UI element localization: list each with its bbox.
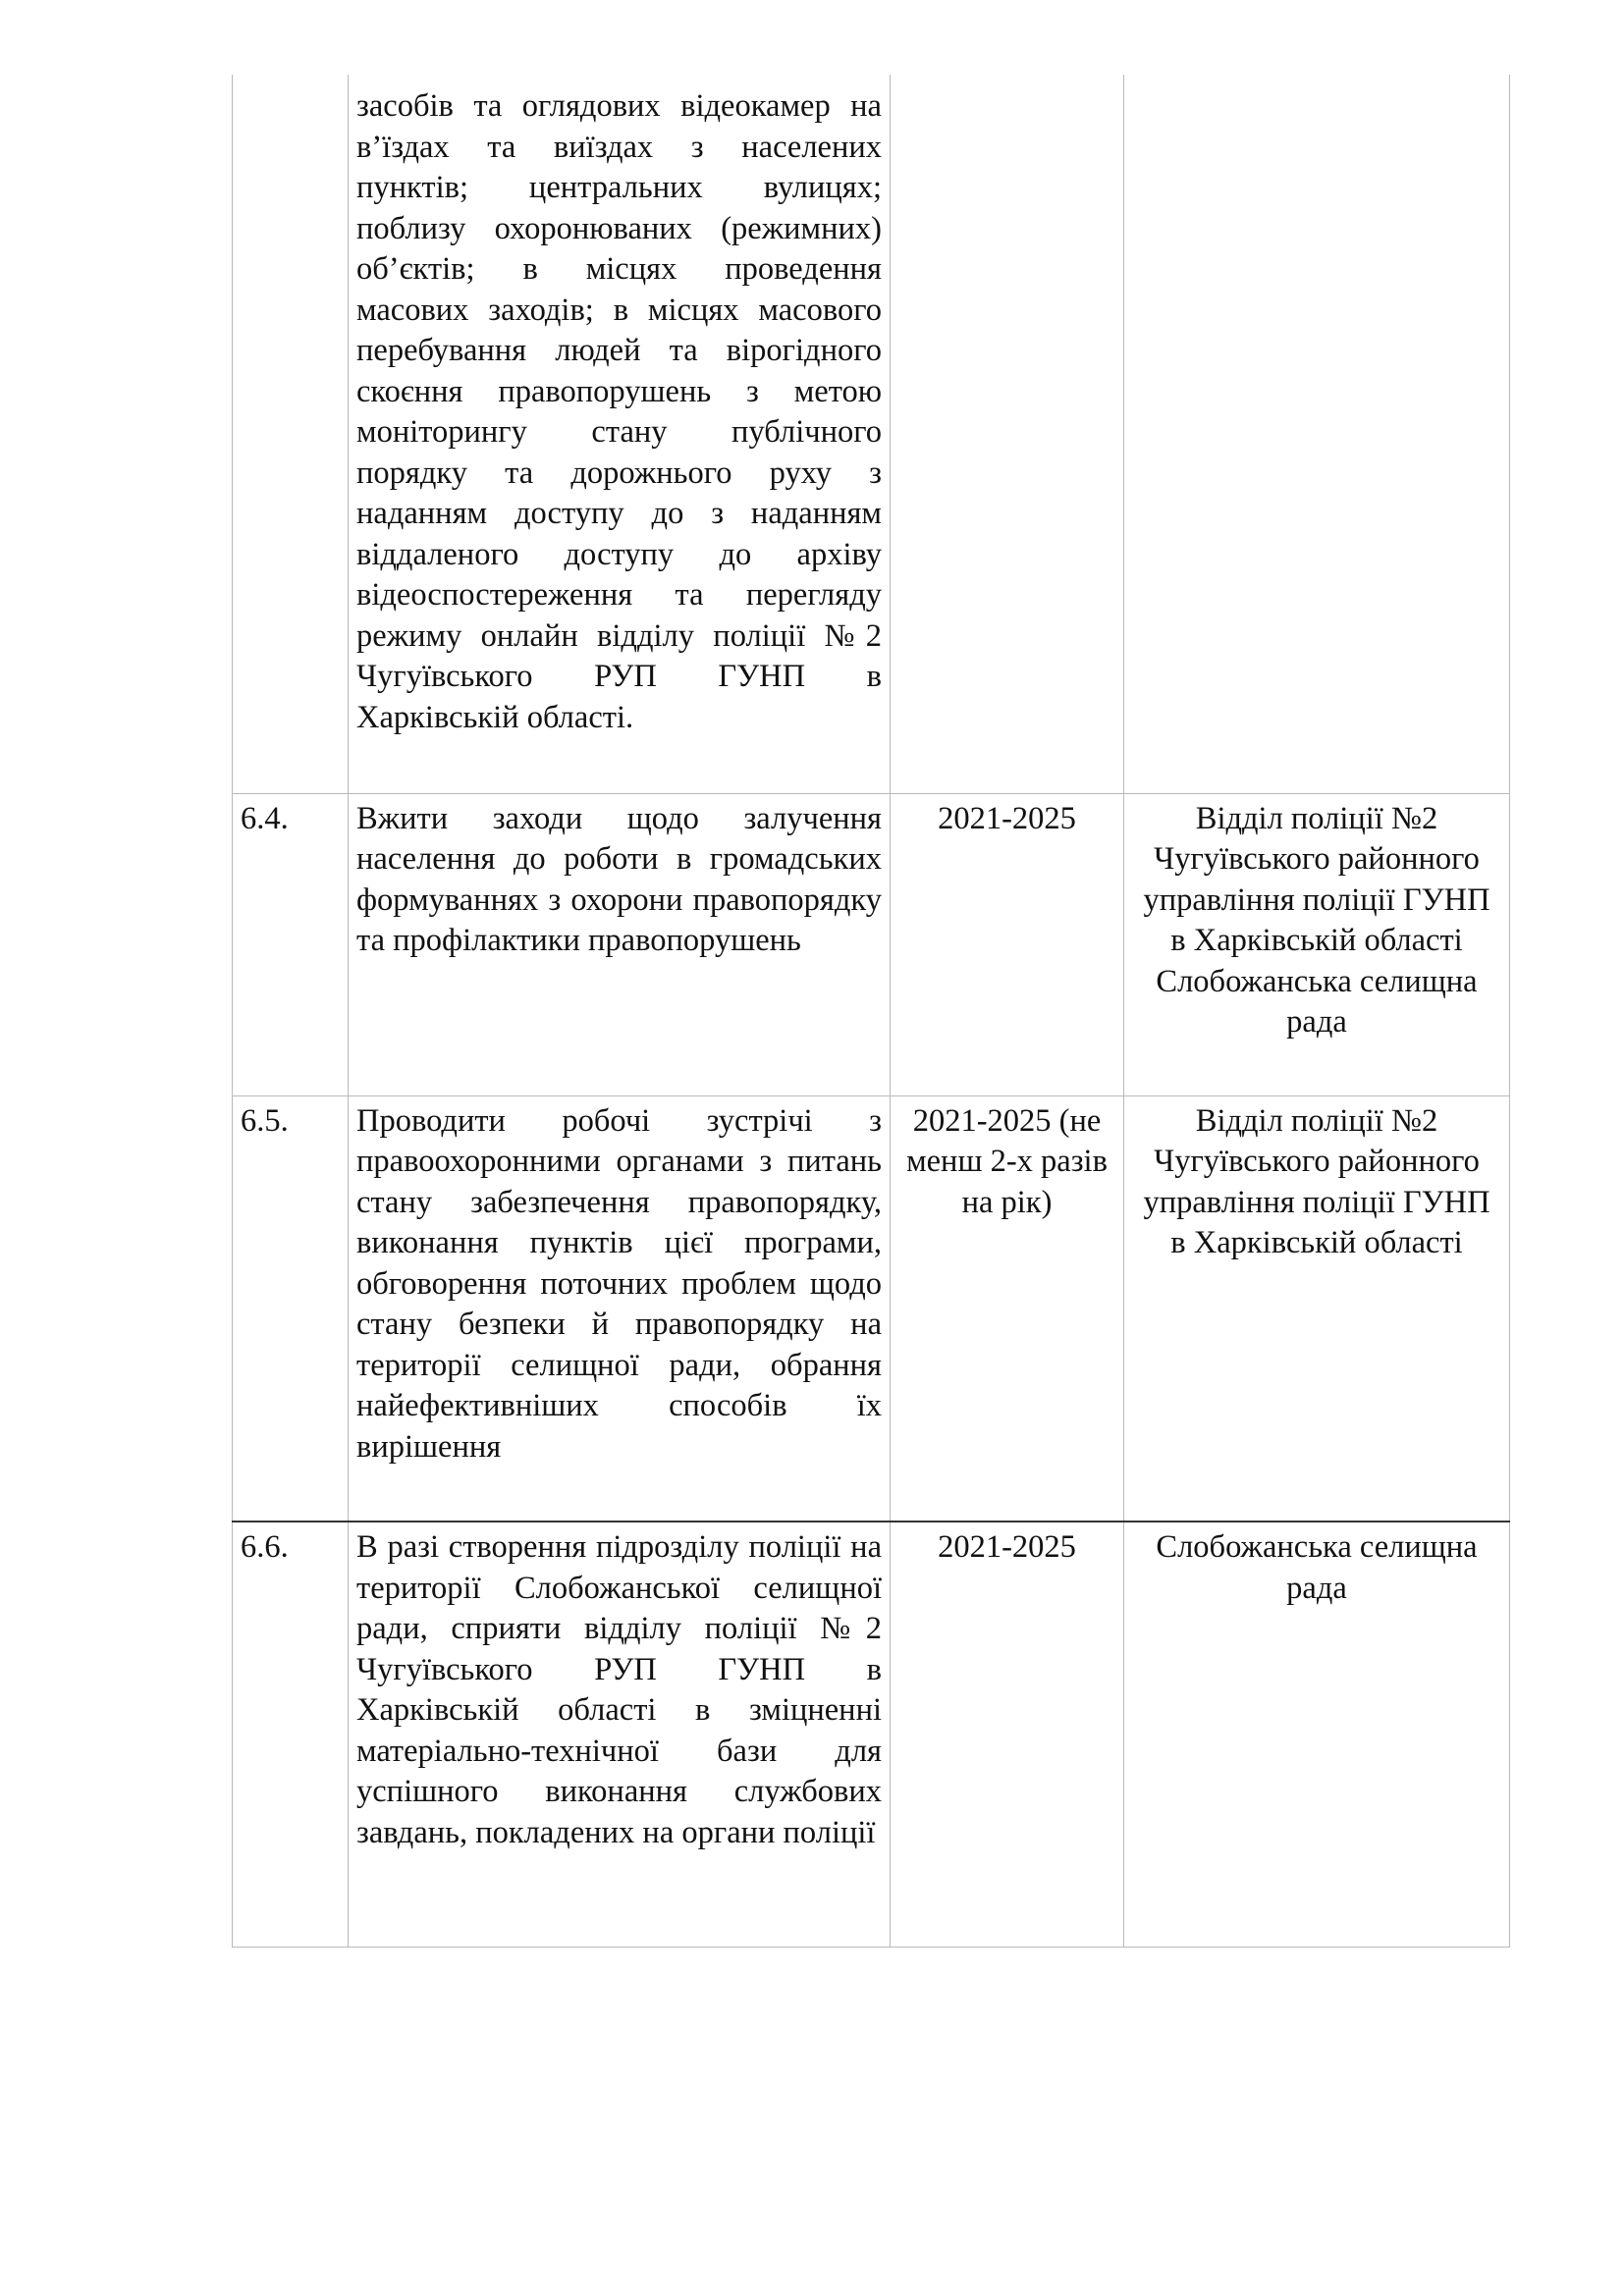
row-number (233, 75, 349, 793)
table-row (233, 1095, 1510, 1522)
row-number: 6.5. (233, 1095, 349, 1522)
measures-table (232, 75, 1510, 1948)
row-task: засобів та оглядових відеокамер на в’їздах та виїздах з населених пунктів; центральних вулицях; поблизу охоронюваних (режимних) об’єктів; в місцях проведення масових заходів; в місцях масового перебування людей та вірогідного скоєння правопорушень з метою моніторингу стану публічного порядку та дорожнього руху з наданням доступу до з наданням віддаленого доступу до архіву відеоспостереження та перегляду режиму онлайн відділу поліції №2 Чугуївського РУП ГУНП в Харківській області. (349, 75, 891, 793)
table-row (233, 1522, 1510, 1947)
row-responsible: Слобожанська селищна рада (1124, 1522, 1510, 1947)
row-term: 2021-2025 (891, 793, 1124, 1095)
row-responsible (1124, 75, 1510, 793)
row-responsible: Відділ поліції №2 Чугуївського районного управління поліції ГУНП в Харківській області (1124, 1095, 1510, 1522)
row-task: В разі створення підрозділу поліції на території Слобожанської селищної ради, сприяти відділу поліції №2 Чугуївського РУП ГУНП в Харківській області в зміцненні матеріально-технічної бази для успішного виконання службових завдань, покладених на органи поліції (349, 1522, 891, 1947)
row-term: 2021-2025 (не менш 2-х разів на рік) (891, 1095, 1124, 1522)
row-task: Проводити робочі зустрічі з правоохоронними органами з питань стану забезпечення правопорядку, виконання пунктів цієї програми, обговорення поточних проблем щодо стану безпеки й правопорядку на території селищної ради, обрання найефективніших способів їх вирішення (349, 1095, 891, 1522)
row-number: 6.4. (233, 793, 349, 1095)
row-number: 6.6. (233, 1522, 349, 1947)
row-term: 2021-2025 (891, 1522, 1124, 1947)
row-term (891, 75, 1124, 793)
row-task: Вжити заходи щодо залучення населення до роботи в громадських формуваннях з охорони правопорядку та профілактики правопорушень (349, 793, 891, 1095)
table-row (233, 793, 1510, 1095)
table-row (233, 75, 1510, 793)
row-responsible: Відділ поліції №2 Чугуївського районного управління поліції ГУНП в Харківській області Слобожанська селищна рада (1124, 793, 1510, 1095)
